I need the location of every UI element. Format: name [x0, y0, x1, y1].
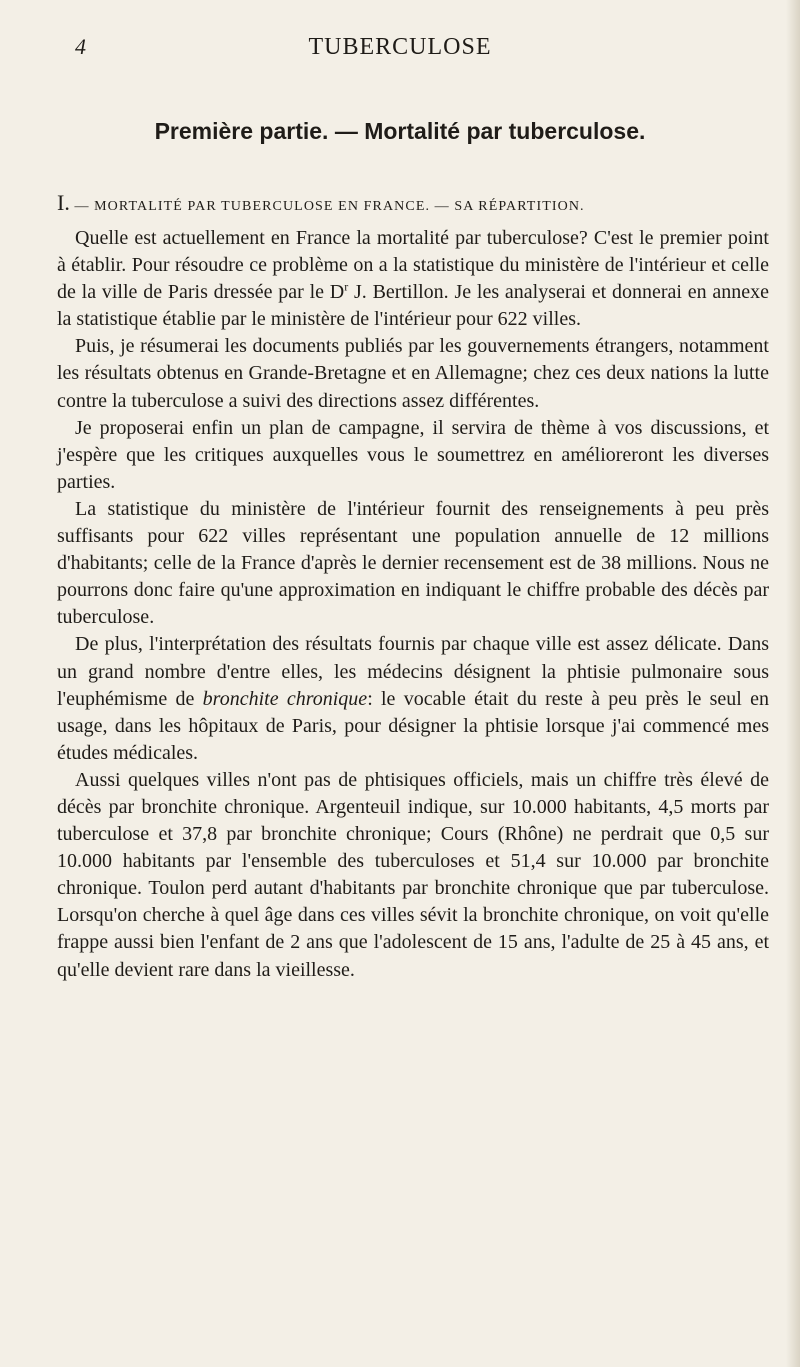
page-number: 4	[75, 34, 86, 59]
doctor-superscript: r	[344, 279, 349, 294]
paragraph-1	[57, 225, 769, 333]
paragraph-6: Aussi quelques villes n'ont pas de phtisiques officiels, mais un chiffre très élevé de décès par bronchite chronique. Argenteuil indique, sur 10.000 habitants, 4,5 morts par tuberculose et 37,8 par bronchite chronique; Cours (Rhône) ne perdrait que 0,5 sur 10.000 habitants par l'ensemble des tuberculoses et 51,4 sur 10.000 par bronchite chronique. Toulon perd autant d'habitants par bronchite chronique que par tuberculose. Lorsqu'on cherche à quel âge dans ces villes sévit la bronchite chronique, on voit qu'elle frappe aussi bien l'enfant de 2 ans que l'adolescent de 15 ans, l'adulte de 25 à 45 ans, et qu'elle devient rare dans la vieillesse.	[57, 768, 769, 981]
paragraph-3: Je proposerai enfin un plan de campagne, il servira de thème à vos discussions, et j'espère que les critiques auxquelles vous le soumettrez en amélioreront les diverses parties.	[57, 416, 769, 493]
section-heading	[57, 190, 769, 216]
running-title: TUBERCULOSE	[308, 34, 492, 60]
paragraph-2: Puis, je résumerai les documents publiés par les gouvernements étrangers, notamment les résultats obtenus en Grande-Bretagne et en Allemagne; chez ces deux nations la lutte contre la tuberculose a suivi des directions assez différentes.	[57, 335, 769, 412]
paragraph-5-text-b: : le vocable était du reste à peu près le seul en usage, dans les hôpitaux de Paris, pour désigner la phtisie lorsque j'ai commencé mes études médicales.	[57, 687, 770, 764]
section-number: I.	[57, 190, 70, 215]
paragraph-1-text-a: Quelle est actuellement en France la mortalité par tuberculose? C'est le premier point à établir. Pour résoudre ce problème on a la statistique du ministère de l'intérieur et celle de la ville de Paris dressée par le D	[57, 227, 769, 304]
part-title: Première partie. — Mortalité par tuberculose.	[154, 118, 646, 144]
section-title-text: — MORTALITÉ PAR TUBERCULOSE EN FRANCE. — SA RÉPARTITION.	[74, 199, 585, 214]
paragraph-5-text-a: De plus, l'interprétation des résultats fournis par chaque ville est assez délicate. Dans un grand nombre d'entre elles, les médecins désignent la phtisie pulmonaire sous l'euphémisme de	[57, 633, 769, 710]
body-text	[57, 225, 769, 984]
page-header	[0, 34, 800, 64]
paragraph-1-text-b: J. Bertillon. Je les analyserai et donnerai en annexe la statistique établie par le ministère de l'intérieur pour 622 villes.	[57, 281, 769, 331]
page-edge-shadow	[786, 0, 800, 1367]
italic-term: bronchite chronique	[202, 687, 368, 710]
paragraph-5	[57, 631, 769, 766]
paragraph-4: La statistique du ministère de l'intérieur fournit des renseignements à peu près suffisants pour 622 villes représentant une population annuelle de 12 millions d'habitants; celle de la France d'après le dernier recensement est de 38 millions. Nous ne pourrons donc faire qu'une approximation en indiquant le chiffre probable des décès par tuberculose.	[57, 497, 769, 629]
